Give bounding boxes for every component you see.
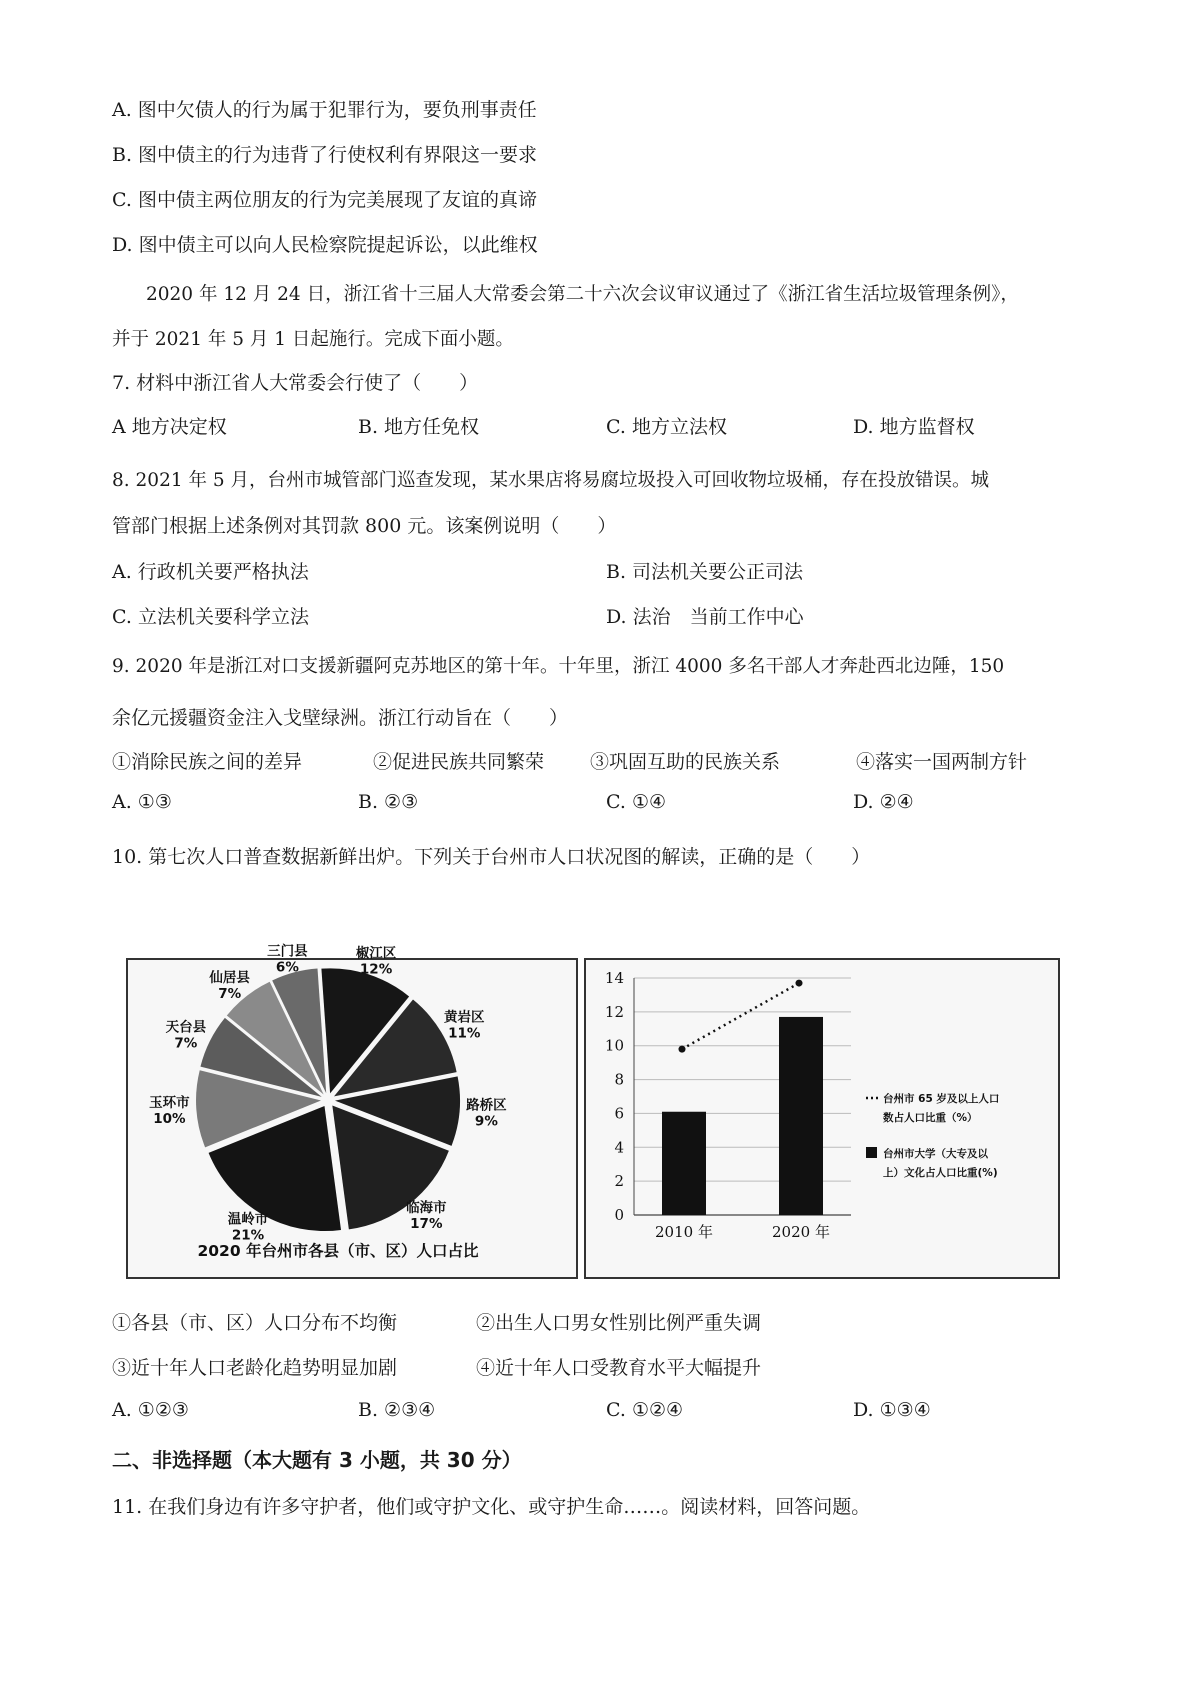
material-line-2: 并于 2021 年 5 月 1 日起施行。完成下面小题。 [112, 329, 514, 350]
pie-value-label: 7% [218, 986, 242, 1003]
pie-chart [128, 943, 576, 1277]
q10-option-a: A. ①②③ [112, 1399, 189, 1421]
y-tick-label: 0 [614, 1206, 624, 1224]
line-point-2 [796, 980, 803, 987]
pie-category-label: 天台县 [165, 1019, 207, 1036]
pie-category-label: 临海市 [406, 1199, 447, 1216]
q9-option-b: B. ②③ [358, 791, 419, 813]
y-tick-label: 2 [614, 1172, 624, 1191]
x-tick-label: 2010 年 [655, 1223, 713, 1241]
bar-2 [779, 1017, 823, 1215]
pie-value-label: 11% [448, 1025, 481, 1042]
q9-stem-line-2: 余亿元援疆资金注入戈壁绿洲。浙江行动旨在（ ） [112, 707, 569, 729]
pie-value-label: 6% [275, 959, 299, 976]
q10-statement-1: ①各县（市、区）人口分布不均衡 [112, 1312, 398, 1334]
y-tick-label: 10 [604, 1036, 624, 1055]
bar-line-chart [586, 960, 1058, 1277]
pie-chart-title: 2020 年台州市各县（市、区）人口占比 [197, 1242, 479, 1260]
q6-option-a: A. 图中欠债人的行为属于犯罪行为，要负刑事责任 [112, 99, 537, 121]
q10-statement-2: ②出生人口男女性别比例严重失调 [476, 1312, 762, 1334]
q11-stem: 11. 在我们身边有许多守护者，他们或守护文化、或守护生命……。阅读材料，回答问题。 [112, 1496, 871, 1518]
pie-category-label: 三门县 [267, 943, 308, 960]
pie-value-label: 7% [174, 1035, 198, 1052]
pie-value-label: 10% [153, 1111, 186, 1128]
y-tick-label: 4 [614, 1138, 624, 1157]
legend-bar-swatch [866, 1147, 877, 1158]
q9-option-a: A. ①③ [112, 791, 172, 813]
legend-bar-text: 台州市大学（大专及以 [883, 1148, 988, 1160]
y-tick-label: 6 [614, 1104, 624, 1123]
pie-category-label: 路桥区 [466, 1097, 507, 1114]
bar-chart-marks [662, 980, 823, 1215]
q7-option-c: C. 地方立法权 [606, 416, 727, 438]
q8-option-d: D. 法治 当前工作中心 [606, 606, 804, 628]
legend-line-text: 台州市 65 岁及以上人口 [883, 1093, 1000, 1105]
bar-1 [662, 1112, 706, 1215]
q9-statement-3: ③巩固互助的民族关系 [590, 751, 781, 773]
pie-value-label: 9% [474, 1113, 498, 1130]
legend-bar-text: 上）文化占人口比重(%) [883, 1167, 998, 1179]
y-tick-label: 14 [604, 969, 624, 987]
bar-chart-legend [866, 1092, 999, 1179]
pie-category-label: 椒江区 [355, 945, 397, 962]
q10-stem: 10. 第七次人口普查数据新鲜出炉。下列关于台州市人口状况图的解读，正确的是（ ） [112, 846, 871, 868]
q9-statement-2: ②促进民族共同繁荣 [373, 751, 545, 773]
q7-option-d: D. 地方监督权 [853, 416, 975, 438]
pie-value-label: 17% [410, 1215, 443, 1232]
q6-option-c: C. 图中债主两位朋友的行为完美展现了友谊的真谛 [112, 189, 537, 211]
q9-statement-1: ①消除民族之间的差异 [112, 751, 303, 773]
y-tick-label: 8 [614, 1070, 624, 1089]
q10-statement-3: ③近十年人口老龄化趋势明显加剧 [112, 1357, 398, 1379]
q9-statement-4: ④落实一国两制方针 [856, 751, 1028, 773]
q9-option-c: C. ①④ [606, 791, 667, 813]
q6-option-b: B. 图中债主的行为违背了行使权利有界限这一要求 [112, 144, 538, 166]
pie-category-label: 玉环市 [149, 1095, 190, 1112]
material-line-1: 2020 年 12 月 24 日，浙江省十三届人大常委会第二十六次会议审议通过了《浙江省生活垃圾管理条例》， [146, 284, 1019, 305]
q10-statement-4: ④近十年人口受教育水平大幅提升 [476, 1357, 762, 1379]
pie-value-label: 12% [359, 961, 393, 978]
q7-stem: 7. 材料中浙江省人大常委会行使了（ ） [112, 372, 479, 394]
q8-option-c: C. 立法机关要科学立法 [112, 606, 309, 628]
q9-option-d: D. ②④ [853, 791, 914, 813]
pie-chart-panel [126, 943, 578, 1279]
q8-stem-line-2: 管部门根据上述条例对其罚款 800 元。该案例说明（ ） [112, 515, 617, 537]
section-2-heading: 二、非选择题（本大题有 3 小题，共 30 分） [112, 1448, 522, 1472]
q6-option-d: D. 图中债主可以向人民检察院提起诉讼，以此维权 [112, 234, 538, 256]
q8-stem-line-1: 8. 2021 年 5 月，台州市城管部门巡查发现，某水果店将易腐垃圾投入可回收物垃圾桶，存在投放错误。城 [112, 470, 990, 491]
bar-chart-panel [584, 958, 1060, 1279]
pie-value-label: 21% [231, 1227, 265, 1244]
pie-category-label: 黄岩区 [444, 1009, 485, 1026]
q7-option-a: A 地方决定权 [112, 416, 227, 438]
q8-option-a: A. 行政机关要严格执法 [112, 561, 309, 583]
legend-line-text: 数占人口比重（%） [883, 1112, 978, 1124]
q9-stem-line-1: 9. 2020 年是浙江对口支援新疆阿克苏地区的第十年。十年里，浙江 4000 多名干部人才奔赴西北边陲，150 [112, 656, 1005, 677]
q7-option-b: B. 地方任免权 [358, 416, 480, 438]
line-point-1 [679, 1046, 686, 1053]
pie-category-label: 温岭市 [227, 1211, 269, 1228]
pie-slices [196, 968, 460, 1231]
pie-category-label: 仙居县 [209, 970, 250, 987]
q8-option-b: B. 司法机关要公正司法 [606, 561, 804, 583]
q10-option-d: D. ①③④ [853, 1399, 931, 1421]
q10-option-c: C. ①②④ [606, 1399, 684, 1421]
y-tick-label: 12 [604, 1002, 624, 1021]
x-tick-label: 2020 年 [772, 1223, 830, 1241]
q10-option-b: B. ②③④ [358, 1399, 436, 1421]
